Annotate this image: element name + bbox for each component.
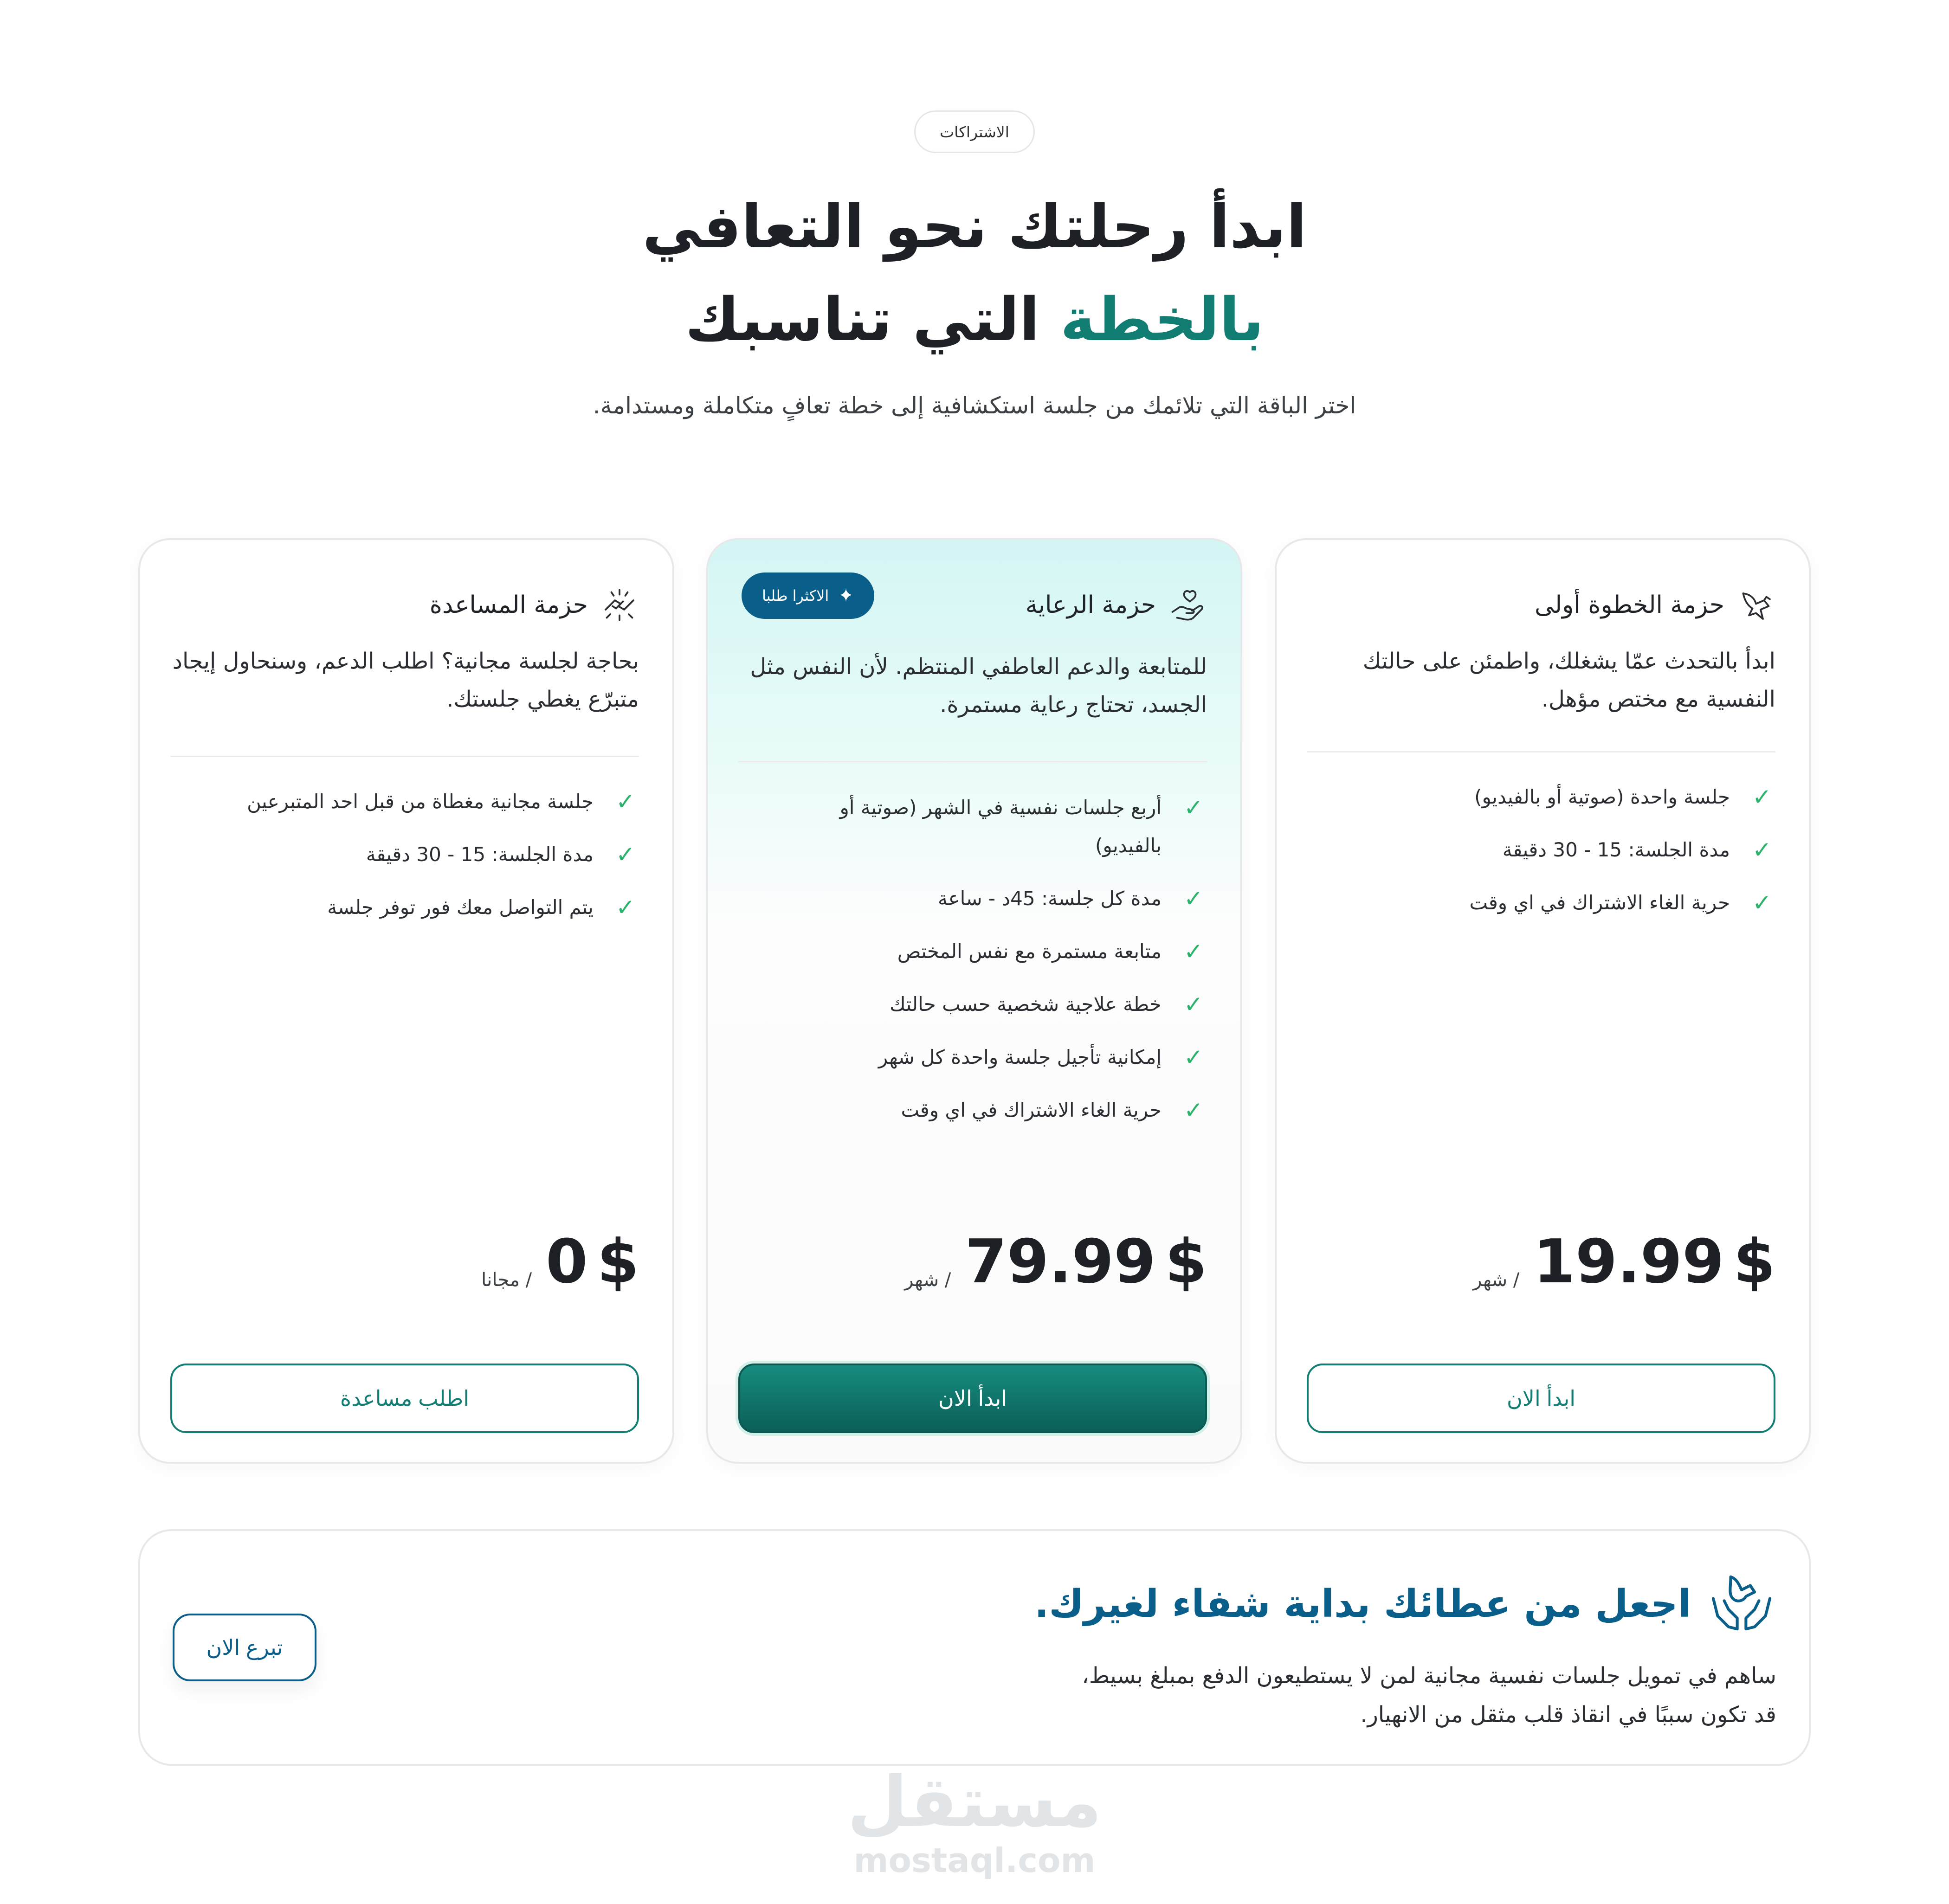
check-icon: ✓ xyxy=(1752,784,1772,810)
title-line-1: ابدأ رحلتك نحو التعافي xyxy=(642,193,1307,262)
feature-text: مدة كل جلسة: 45د - ساعة xyxy=(938,887,1162,910)
feature-text: حرية الغاء الاشتراك في اي وقت xyxy=(1469,891,1730,914)
price-currency: $ xyxy=(1733,1226,1775,1297)
donate-banner xyxy=(138,1529,1811,1766)
donate-title: اجعل من عطائك بداية شفاء لغيرك. xyxy=(1034,1582,1691,1626)
feature-item xyxy=(1307,836,1775,869)
plan-card-first-step xyxy=(1275,538,1811,1464)
feature-text: يتم التواصل معك فور توفر جلسة xyxy=(327,896,594,919)
check-icon: ✓ xyxy=(1184,1044,1203,1071)
price-period: / مجانا xyxy=(481,1269,532,1291)
price-amount: 19.99 xyxy=(1533,1226,1724,1297)
price-currency: $ xyxy=(1165,1226,1207,1297)
page-subtitle: اختر الباقة التي تلائمك من جلسة استكشافية إلى خطة تعافٍ متكاملة ومستدامة. xyxy=(593,392,1356,419)
title-highlight: بالخطة xyxy=(1060,285,1264,354)
plan-features xyxy=(738,794,1207,1150)
plan-features xyxy=(1307,784,1775,942)
request-help-button[interactable]: اطلب مساعدة xyxy=(170,1364,639,1433)
donate-text-line-2: قد تكون سببًا في انقاذ قلب مثقل من الانهيار. xyxy=(1360,1702,1776,1728)
check-icon: ✓ xyxy=(1752,836,1772,863)
watermark-logo xyxy=(835,1763,1114,1884)
feature-item xyxy=(1307,889,1775,922)
price-amount: 0 xyxy=(546,1226,588,1297)
plan-card-help xyxy=(138,538,674,1464)
plan-features xyxy=(170,788,639,947)
plan-card-header xyxy=(1535,582,1775,628)
title-line-2: التي تناسبك xyxy=(685,285,1040,354)
helping-hands-icon xyxy=(600,585,639,624)
page-title xyxy=(418,181,1531,367)
check-icon: ✓ xyxy=(1184,794,1203,821)
price-period: / شهر xyxy=(904,1269,951,1291)
plan-price xyxy=(1473,1227,1775,1296)
donate-text-line-1: ساهم في تمويل جلسات نفسية مجانية لمن لا يستطيعون الدفع بمبلغ بسيط، xyxy=(1082,1663,1776,1689)
feature-item xyxy=(170,841,639,874)
donate-now-button[interactable]: تبرع الان xyxy=(173,1614,316,1681)
price-amount: 79.99 xyxy=(965,1226,1156,1297)
feature-text: خطة علاجية شخصية حسب حالتك xyxy=(890,993,1162,1016)
feature-text: إمكانية تأجيل جلسة واحدة كل شهر xyxy=(878,1046,1162,1068)
feature-item xyxy=(170,788,639,821)
start-now-button[interactable]: ابدأ الان xyxy=(1307,1364,1775,1433)
sparkle-icon: ✦ xyxy=(838,585,854,606)
feature-item xyxy=(738,1044,1207,1076)
check-icon: ✓ xyxy=(616,788,635,815)
plan-description: ابدأ بالتحدث عمّا يشغلك، واطمئن على حالتك النفسية مع مختص مؤهل. xyxy=(1362,648,1775,712)
feature-text: جلسة مجانية مغطاة من قبل احد المتبرعين xyxy=(247,790,594,813)
check-icon: ✓ xyxy=(1184,938,1203,965)
check-icon: ✓ xyxy=(1184,1097,1203,1124)
donate-description xyxy=(895,1656,1776,1734)
watermark-latin: mostaql.com xyxy=(853,1841,1096,1880)
watermark-arabic: مستقل xyxy=(847,1762,1102,1843)
feature-item xyxy=(738,885,1207,918)
feature-text: متابعة مستمرة مع نفس المختص xyxy=(897,940,1162,963)
check-icon: ✓ xyxy=(616,894,635,921)
feature-item xyxy=(170,894,639,926)
feature-text: مدة الجلسة: 15 - 30 دقيقة xyxy=(1502,838,1730,861)
donate-header xyxy=(1034,1568,1776,1640)
feature-item xyxy=(1307,784,1775,816)
plan-title: حزمة الخطوة أولى xyxy=(1535,591,1724,619)
section-badge: الاشتراكات xyxy=(914,110,1035,153)
plan-description: للمتابعة والدعم العاطفي المنتظم. لأن النفس مثل الجسد، تحتاج رعاية مستمرة. xyxy=(750,654,1207,718)
most-popular-label: الاكثرا طلبا xyxy=(762,587,829,605)
plan-title: حزمة المساعدة xyxy=(429,591,588,619)
price-period: / شهر xyxy=(1473,1269,1520,1291)
check-icon: ✓ xyxy=(616,841,635,868)
plan-card-header xyxy=(430,582,639,628)
plan-divider xyxy=(738,761,1207,762)
feature-text: مدة الجلسة: 15 - 30 دقيقة xyxy=(366,843,594,866)
giving-hands-icon xyxy=(1707,1568,1776,1640)
plan-divider xyxy=(1307,751,1775,753)
feature-item xyxy=(738,991,1207,1023)
feature-text: أربع جلسات نفسية في الشهر (صوتية أو بالفيديو) xyxy=(839,796,1162,857)
plan-card-care xyxy=(706,538,1242,1464)
plan-price xyxy=(904,1227,1207,1296)
dove-icon xyxy=(1736,585,1775,624)
plan-description: بحاجة لجلسة مجانية؟ اطلب الدعم، وسنحاول إيجاد متبرّع يغطي جلستك. xyxy=(172,648,639,712)
feature-text: حرية الغاء الاشتراك في اي وقت xyxy=(901,1099,1162,1121)
check-icon: ✓ xyxy=(1184,991,1203,1018)
check-icon: ✓ xyxy=(1184,885,1203,912)
check-icon: ✓ xyxy=(1752,889,1772,916)
feature-item xyxy=(738,1097,1207,1129)
plan-price xyxy=(481,1227,639,1296)
most-popular-badge xyxy=(742,572,874,619)
start-now-button[interactable]: ابدأ الان xyxy=(738,1364,1207,1433)
plan-title: حزمة الرعاية xyxy=(1025,591,1156,619)
plan-card-header xyxy=(1026,582,1207,628)
plan-divider xyxy=(170,756,639,757)
price-currency: $ xyxy=(597,1226,639,1297)
feature-text: جلسة واحدة (صوتية أو بالفيديو) xyxy=(1474,785,1730,808)
feature-item xyxy=(738,794,1207,865)
feature-item xyxy=(738,938,1207,971)
caring-hand-icon xyxy=(1168,585,1207,624)
